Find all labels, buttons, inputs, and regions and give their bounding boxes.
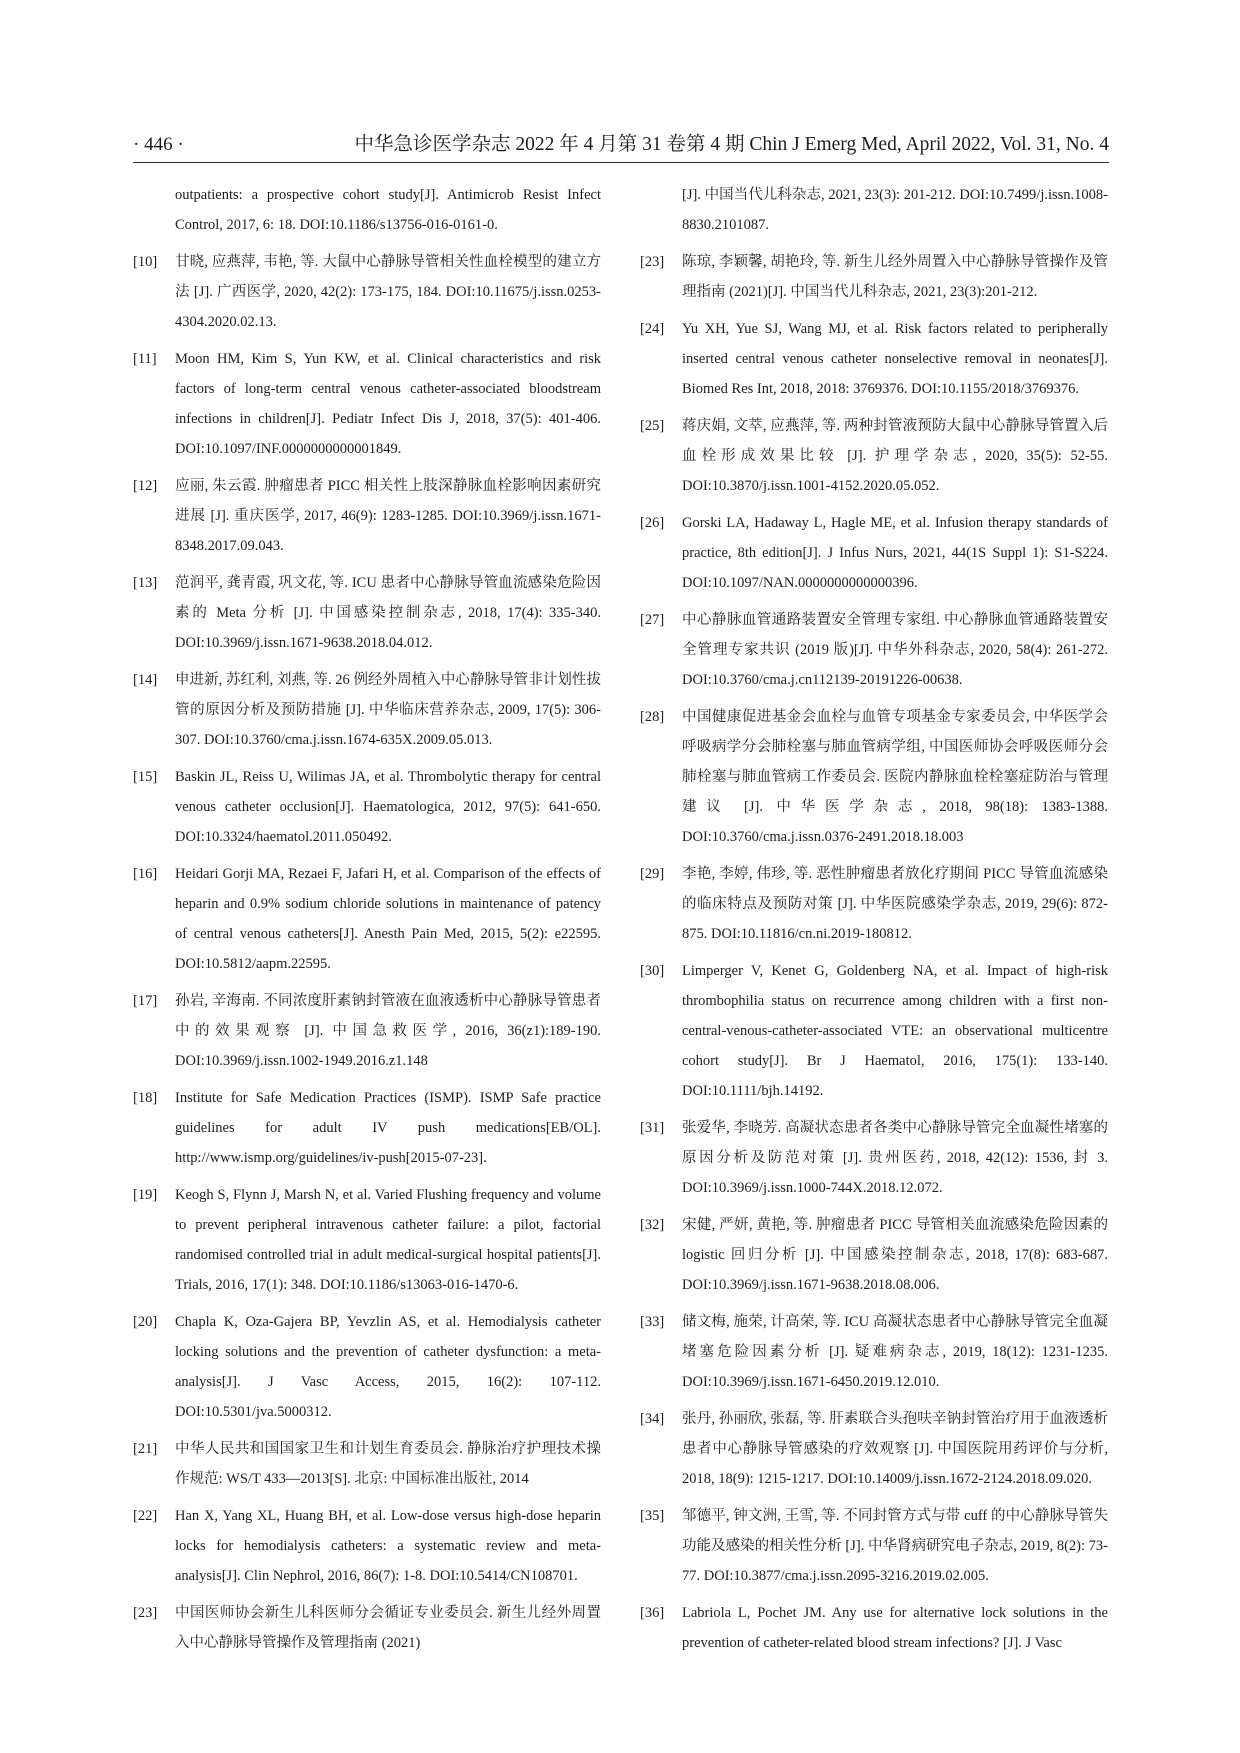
reference-item: [133, 1598, 601, 1658]
reference-number: [36]: [640, 1605, 665, 1621]
reference-text: Yu XH, Yue SJ, Wang MJ, et al. Risk factors related to peripherally inserted central venous catheter nonselective removal in neonates[J]. Biomed Res Int, 2018, 2018: 3769376. DOI:10.1155/2018/3769376.: [682, 321, 1108, 397]
reference-text: 申进新, 苏红利, 刘燕, 等. 26 例经外周植入中心静脉导管非计划性拔管的原因分析及预防措施 [J]. 中华临床营养杂志, 2009, 17(5): 306-307. DOI:10.3760/cma.j.issn.1674-635X.2009.05.013.: [175, 672, 601, 748]
reference-number: [28]: [640, 709, 665, 725]
reference-number: [23]: [133, 1605, 158, 1621]
reference-item: [640, 956, 1108, 1106]
reference-number: [34]: [640, 1411, 665, 1427]
reference-item: [640, 1598, 1108, 1658]
reference-number: [17]: [133, 993, 158, 1009]
reference-number: [25]: [640, 418, 665, 434]
reference-item: [640, 1501, 1108, 1591]
reference-text: [J]. 中国当代儿科杂志, 2021, 23(3): 201-212. DOI:10.7499/j.issn.1008-8830.2101087.: [682, 187, 1108, 233]
reference-text: 宋健, 严妍, 黄艳, 等. 肿瘤患者 PICC 导管相关血流感染危险因素的 logistic 回归分析 [J]. 中国感染控制杂志, 2018, 17(8): 683-687. DOI:10.3969/j.issn.1671-9638.2018.08.006.: [682, 1217, 1108, 1293]
page-header: [133, 132, 1109, 163]
reference-item: [640, 1307, 1108, 1397]
right-column: [640, 180, 1108, 1665]
reference-number: [23]: [640, 254, 665, 270]
reference-text: Baskin JL, Reiss U, Wilimas JA, et al. Thrombolytic therapy for central venous catheter occlusion[J]. Haematologica, 2012, 97(5): 641-650. DOI:10.3324/haematol.2011.050492.: [175, 769, 601, 845]
reference-item: [640, 702, 1108, 852]
reference-text: 张爱华, 李晓芳. 高凝状态患者各类中心静脉导管完全血凝性堵塞的原因分析及防范对策 [J]. 贵州医药, 2018, 42(12): 1536, 封 3. DOI:10.3969/j.issn.1000-744X.2018.12.072.: [682, 1120, 1108, 1196]
reference-text: 邹德平, 钟文洲, 王雪, 等. 不同封管方式与带 cuff 的中心静脉导管失功能及感染的相关性分析 [J]. 中华肾病研究电子杂志, 2019, 8(2): 73-77. DOI:10.3877/cma.j.issn.2095-3216.2019.02.005.: [682, 1508, 1108, 1584]
reference-text: 陈琼, 李颖馨, 胡艳玲, 等. 新生儿经外周置入中心静脉导管操作及管理指南 (2021)[J]. 中国当代儿科杂志, 2021, 23(3):201-212.: [682, 254, 1108, 300]
page-number: · 446 ·: [133, 134, 184, 155]
reference-number: [31]: [640, 1120, 665, 1136]
reference-item: [640, 180, 1108, 240]
reference-item: [640, 1113, 1108, 1203]
reference-text: 蒋庆娟, 文萃, 应燕萍, 等. 两种封管液预防大鼠中心静脉导管置入后血栓形成效果比较 [J]. 护理学杂志, 2020, 35(5): 52-55. DOI:10.3870/j.issn.1001-4152.2020.05.052.: [682, 418, 1108, 494]
reference-text: outpatients: a prospective cohort study[J]. Antimicrob Resist Infect Control, 2017, 6: 18. DOI:10.1186/s13756-016-0161-0.: [175, 187, 601, 233]
reference-number: [11]: [133, 351, 157, 367]
reference-text: Gorski LA, Hadaway L, Hagle ME, et al. Infusion therapy standards of practice, 8th edition[J]. J Infus Nurs, 2021, 44(1S Suppl 1): S1-S224. DOI:10.1097/NAN.0000000000000396.: [682, 515, 1108, 591]
reference-item: [133, 1180, 601, 1300]
reference-item: [640, 859, 1108, 949]
reference-number: [19]: [133, 1187, 158, 1203]
reference-text: 甘晓, 应燕萍, 韦艳, 等. 大鼠中心静脉导管相关性血栓模型的建立方法 [J]. 广西医学, 2020, 42(2): 173-175, 184. DOI:10.11675/j.issn.0253-4304.2020.02.13.: [175, 254, 601, 330]
reference-item: [133, 247, 601, 337]
reference-item: [640, 314, 1108, 404]
reference-item: [133, 859, 601, 979]
reference-number: [10]: [133, 254, 158, 270]
reference-item: [640, 605, 1108, 695]
reference-item: [640, 411, 1108, 501]
journal-citation: 中华急诊医学杂志 2022 年 4 月第 31 卷第 4 期 Chin J Emerg Med, April 2022, Vol. 31, No. 4: [354, 134, 1109, 155]
reference-text: 中心静脉血管通路装置安全管理专家组. 中心静脉血管通路装置安全管理专家共识 (2019 版)[J]. 中华外科杂志, 2020, 58(4): 261-272. DOI:10.3760/cma.j.cn112139-20191226-00638.: [682, 612, 1108, 688]
reference-item: [133, 1434, 601, 1494]
reference-text: 李艳, 李婷, 伟珍, 等. 恶性肿瘤患者放化疗期间 PICC 导管血流感染的临床特点及预防对策 [J]. 中华医院感染学杂志, 2019, 29(6): 872-875. DOI:10.11816/cn.ni.2019-180812.: [682, 866, 1108, 942]
reference-text: Moon HM, Kim S, Yun KW, et al. Clinical characteristics and risk factors of long-term central venous catheter-associated bloodstream infections in children[J]. Pediatr Infect Dis J, 2018, 37(5): 401-406. DOI:10.1097/INF.0000000000001849.: [175, 351, 601, 457]
reference-item: [640, 508, 1108, 598]
reference-number: [20]: [133, 1314, 158, 1330]
reference-text: 张丹, 孙丽欣, 张磊, 等. 肝素联合头孢呋辛钠封管治疗用于血液透析患者中心静脉导管感染的疗效观察 [J]. 中国医院用药评价与分析, 2018, 18(9): 1215-1217. DOI:10.14009/j.issn.1672-2124.2018.09.020.: [682, 1411, 1108, 1487]
reference-item: [133, 568, 601, 658]
reference-number: [15]: [133, 769, 158, 785]
reference-number: [22]: [133, 1508, 158, 1524]
reference-number: [29]: [640, 866, 665, 882]
reference-item: [133, 762, 601, 852]
reference-item: [133, 1307, 601, 1427]
reference-text: 孙岩, 辛海南. 不同浓度肝素钠封管液在血液透析中心静脉导管患者中的效果观察 [J]. 中国急救医学, 2016, 36(z1):189-190. DOI:10.3969/j.issn.1002-1949.2016.z1.148: [175, 993, 601, 1069]
reference-number: [27]: [640, 612, 665, 628]
reference-item: [133, 986, 601, 1076]
reference-text: Heidari Gorji MA, Rezaei F, Jafari H, et al. Comparison of the effects of heparin and 0.9% sodium chloride solutions in maintenance of patency of central venous catheters[J]. Anesth Pain Med, 2015, 5(2): e22595. DOI:10.5812/aapm.22595.: [175, 866, 601, 972]
reference-item: [133, 665, 601, 755]
reference-item: [133, 344, 601, 464]
reference-text: Institute for Safe Medication Practices (ISMP). ISMP Safe practice guidelines for adult IV push medications[EB/OL]. http://www.ismp.org/guidelines/iv-push[2015-07-23].: [175, 1090, 601, 1166]
reference-text: Han X, Yang XL, Huang BH, et al. Low-dose versus high-dose heparin locks for hemodialysis catheters: a systematic review and meta-analysis[J]. Clin Nephrol, 2016, 86(7): 1-8. DOI:10.5414/CN108701.: [175, 1508, 601, 1584]
reference-text: 中国健康促进基金会血栓与血管专项基金专家委员会, 中华医学会呼吸病学分会肺栓塞与肺血管病学组, 中国医师协会呼吸医师分会肺栓塞与肺血管病工作委员会. 医院内静脉血栓栓塞症防治与管理建议 [J]. 中华医学杂志, 2018, 98(18): 1383-1388. DOI:10.3760/cma.j.issn.0376-2491.2018.18.003: [682, 709, 1108, 845]
reference-text: 储文梅, 施荣, 计高荣, 等. ICU 高凝状态患者中心静脉导管完全血凝堵塞危险因素分析 [J]. 疑难病杂志, 2019, 18(12): 1231-1235. DOI:10.3969/j.issn.1671-6450.2019.12.010.: [682, 1314, 1108, 1390]
reference-number: [14]: [133, 672, 158, 688]
reference-item: [640, 247, 1108, 307]
reference-number: [16]: [133, 866, 158, 882]
reference-number: [35]: [640, 1508, 665, 1524]
reference-number: [12]: [133, 478, 158, 494]
reference-text: Chapla K, Oza-Gajera BP, Yevzlin AS, et al. Hemodialysis catheter locking solutions and the prevention of catheter dysfunction: a meta-analysis[J]. J Vasc Access, 2015, 16(2): 107-112. DOI:10.5301/jva.5000312.: [175, 1314, 601, 1420]
reference-number: [13]: [133, 575, 158, 591]
reference-text: 中国医师协会新生儿科医师分会循证专业委员会. 新生儿经外周置入中心静脉导管操作及管理指南 (2021): [175, 1605, 601, 1651]
reference-number: [30]: [640, 963, 665, 979]
reference-number: [26]: [640, 515, 665, 531]
reference-item: [133, 1501, 601, 1591]
reference-item: [133, 471, 601, 561]
reference-text: 范润平, 龚青霞, 巩文花, 等. ICU 患者中心静脉导管血流感染危险因素的 Meta 分析 [J]. 中国感染控制杂志, 2018, 17(4): 335-340. DOI:10.3969/j.issn.1671-9638.2018.04.012.: [175, 575, 601, 651]
reference-item: [133, 180, 601, 240]
reference-number: [18]: [133, 1090, 158, 1106]
reference-number: [32]: [640, 1217, 665, 1233]
reference-item: [133, 1083, 601, 1173]
reference-number: [33]: [640, 1314, 665, 1330]
reference-text: 中华人民共和国国家卫生和计划生育委员会. 静脉治疗护理技术操作规范: WS/T 433—2013[S]. 北京: 中国标准出版社, 2014: [175, 1441, 601, 1487]
reference-item: [640, 1404, 1108, 1494]
reference-text: Keogh S, Flynn J, Marsh N, et al. Varied Flushing frequency and volume to prevent peripheral intravenous catheter failure: a pilot, factorial randomised controlled trial in adult medical-surgical hospital patients[J]. Trials, 2016, 17(1): 348. DOI:10.1186/s13063-016-1470-6.: [175, 1187, 601, 1293]
left-column: [133, 180, 601, 1665]
reference-number: [24]: [640, 321, 665, 337]
reference-text: Labriola L, Pochet JM. Any use for alternative lock solutions in the prevention of catheter-related blood stream infections? [J]. J Vasc: [682, 1605, 1108, 1651]
reference-text: Limperger V, Kenet G, Goldenberg NA, et al. Impact of high-risk thrombophilia status on recurrence among children with a first non-central-venous-catheter-associated VTE: an observational multicentre cohort study[J]. Br J Haematol, 2016, 175(1): 133-140. DOI:10.1111/bjh.14192.: [682, 963, 1108, 1099]
reference-item: [640, 1210, 1108, 1300]
reference-number: [21]: [133, 1441, 158, 1457]
reference-text: 应丽, 朱云霞. 肿瘤患者 PICC 相关性上肢深静脉血栓影响因素研究进展 [J]. 重庆医学, 2017, 46(9): 1283-1285. DOI:10.3969/j.issn.1671-8348.2017.09.043.: [175, 478, 601, 554]
